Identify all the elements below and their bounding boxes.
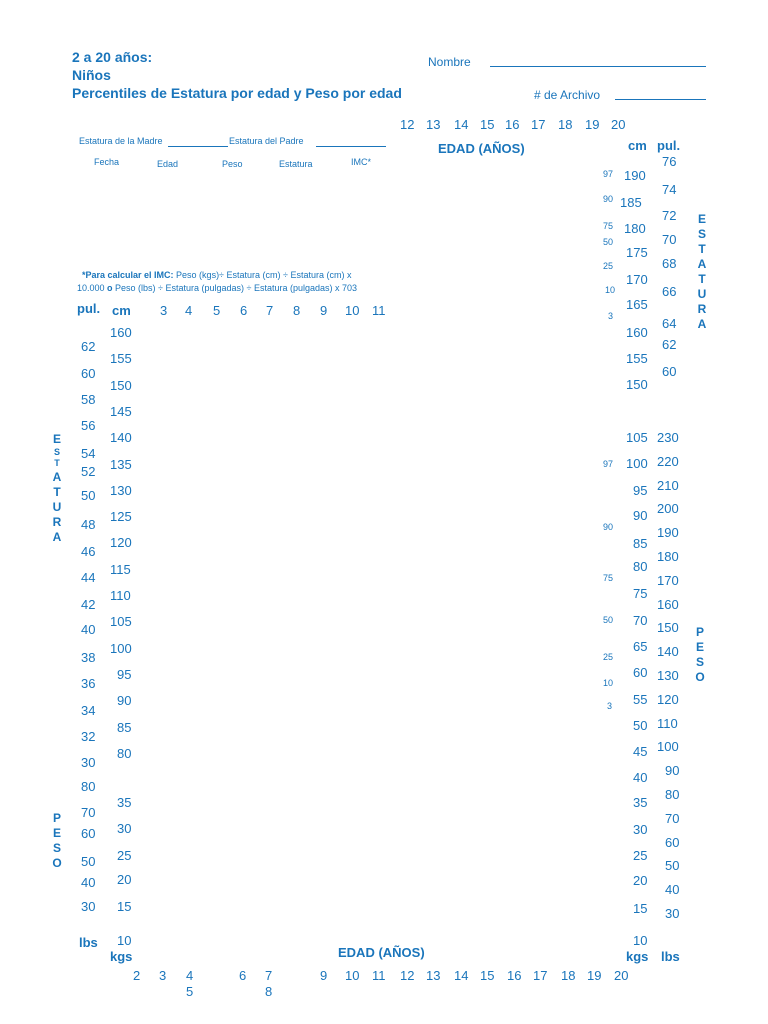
age-tick-label: 7 xyxy=(265,968,273,983)
lb-tick-label: 100 xyxy=(657,739,679,754)
lb-tick-label: 60 xyxy=(665,835,680,850)
kg-tick-label: 95 xyxy=(633,483,648,498)
cm-tick-label: 145 xyxy=(110,404,132,419)
kg-tick-label: 40 xyxy=(633,770,648,785)
age-tick-label: 20 xyxy=(611,117,626,132)
lb-tick-label: 30 xyxy=(81,899,96,914)
age-tick-label: 16 xyxy=(507,968,522,983)
lb-tick-label: 120 xyxy=(657,692,679,707)
pul-tick-label: 76 xyxy=(662,154,677,169)
pul-tick-label: 50 xyxy=(81,488,96,503)
left-kgs-label: kgs xyxy=(110,949,133,964)
stature-percentile-label: 3 xyxy=(608,311,614,321)
age-tick-label: 9 xyxy=(320,303,328,318)
cm-tick-label: 95 xyxy=(117,667,132,682)
age-tick-label: 4 xyxy=(185,303,193,318)
cm-tick-label: 160 xyxy=(110,325,132,340)
right-estatura-word: E S T A T U R A xyxy=(697,212,707,331)
lb-tick-label: 140 xyxy=(657,644,679,659)
age-tick-label: 18 xyxy=(561,968,576,983)
kg-tick-label: 65 xyxy=(633,639,648,654)
kg-tick-label: 35 xyxy=(117,795,132,810)
imc-note-line2: 10.000 o Peso (lbs) ÷ Estatura (pulgadas) ÷ Estatura (pulgadas) x 703 xyxy=(77,283,358,293)
cm-tick-label: 90 xyxy=(117,693,132,708)
lb-tick-label: 180 xyxy=(657,549,679,564)
cm-tick-label: 190 xyxy=(624,168,646,183)
kg-tick-label: 60 xyxy=(633,665,648,680)
age-tick-label: 2 xyxy=(133,968,141,983)
pul-tick-label: 32 xyxy=(81,729,96,744)
pul-tick-label: 36 xyxy=(81,676,96,691)
lb-tick-label: 200 xyxy=(657,501,679,516)
cm-tick-label: 115 xyxy=(110,562,131,577)
age-tick-label: 13 xyxy=(426,117,441,132)
pul-tick-label: 38 xyxy=(81,650,96,665)
age-tick-label: 5 xyxy=(186,984,194,999)
cm-tick-label: 130 xyxy=(110,483,132,498)
cm-tick-label: 170 xyxy=(626,272,648,287)
pul-tick-label: 68 xyxy=(662,256,677,271)
weight-percentile-label: 3 xyxy=(607,701,613,711)
age-tick-label: 15 xyxy=(480,117,495,132)
kg-tick-label: 80 xyxy=(633,559,648,574)
age-tick-label: 14 xyxy=(454,968,469,983)
lb-tick-label: 30 xyxy=(665,906,680,921)
kg-tick-label: 10 xyxy=(633,933,648,948)
lb-tick-label: 170 xyxy=(657,573,679,588)
stature-percentile-label: 75 xyxy=(603,221,614,231)
col-edad: Edad xyxy=(157,159,179,169)
weight-percentile-label: 75 xyxy=(603,573,614,583)
cm-tick-label: 140 xyxy=(110,430,132,445)
age-tick-label: 3 xyxy=(160,303,168,318)
stature-percentile-label: 25 xyxy=(603,261,614,271)
lb-tick-label: 90 xyxy=(665,763,680,778)
pul-tick-label: 42 xyxy=(81,597,96,612)
nombre-field[interactable] xyxy=(490,66,706,67)
cm-tick-label: 125 xyxy=(110,509,132,524)
cm-tick-label: 105 xyxy=(110,614,132,629)
col-peso: Peso xyxy=(222,159,243,169)
pul-tick-label: 60 xyxy=(662,364,677,379)
left-pul-label: pul. xyxy=(77,301,101,316)
age-tick-label: 10 xyxy=(345,968,360,983)
weight-percentile-label: 90 xyxy=(603,522,614,532)
kg-tick-label: 15 xyxy=(633,901,648,916)
lb-tick-label: 70 xyxy=(665,811,680,826)
lb-tick-label: 110 xyxy=(657,716,678,731)
padre-field[interactable] xyxy=(316,146,386,147)
weight-percentile-label: 10 xyxy=(603,678,614,688)
lb-tick-label: 160 xyxy=(657,597,679,612)
edad-bottom-label: EDAD (AÑOS) xyxy=(338,945,425,960)
kg-tick-label: 70 xyxy=(633,613,648,628)
stature-percentile-label: 10 xyxy=(605,285,616,295)
lb-tick-label: 50 xyxy=(665,858,680,873)
pul-tick-label: 30 xyxy=(81,755,96,770)
right-cm-label: cm xyxy=(628,138,647,153)
pul-tick-label: 60 xyxy=(81,366,96,381)
weight-percentile-label: 97 xyxy=(603,459,614,469)
weight-percentile-label: 25 xyxy=(603,652,614,662)
cm-tick-label: 135 xyxy=(110,457,132,472)
left-estatura-word: E S T A T U R A xyxy=(52,432,62,544)
title-age-range: 2 a 20 años: xyxy=(72,49,153,65)
cm-tick-label: 175 xyxy=(626,245,648,260)
age-tick-label: 16 xyxy=(505,117,520,132)
lb-tick-label: 220 xyxy=(657,454,679,469)
lb-tick-label: 70 xyxy=(81,805,96,820)
kg-tick-label: 55 xyxy=(633,692,648,707)
kg-tick-label: 15 xyxy=(117,899,132,914)
pul-tick-label: 34 xyxy=(81,703,96,718)
age-tick-label: 8 xyxy=(265,984,273,999)
edad-top-label: EDAD (AÑOS) xyxy=(438,141,525,156)
pul-tick-label: 72 xyxy=(662,208,677,223)
lb-tick-label: 50 xyxy=(81,854,96,869)
kg-tick-label: 50 xyxy=(633,718,648,733)
right-pul-label: pul. xyxy=(657,138,681,153)
age-tick-label: 19 xyxy=(585,117,600,132)
cm-tick-label: 160 xyxy=(626,325,648,340)
pul-tick-label: 64 xyxy=(662,316,677,331)
cm-tick-label: 155 xyxy=(110,351,132,366)
age-tick-label: 11 xyxy=(372,968,386,983)
kg-tick-label: 45 xyxy=(633,744,648,759)
age-tick-label: 13 xyxy=(426,968,441,983)
madre-field[interactable] xyxy=(168,146,228,147)
pul-tick-label: 62 xyxy=(81,339,96,354)
kg-tick-label: 75 xyxy=(633,586,648,601)
age-tick-label: 15 xyxy=(480,968,495,983)
age-tick-label: 8 xyxy=(293,303,301,318)
col-imc: IMC* xyxy=(351,157,371,167)
lb-tick-label: 190 xyxy=(657,525,679,540)
kg-tick-label: 25 xyxy=(633,848,648,863)
kg-tick-label: 20 xyxy=(117,872,132,887)
kg-tick-label: 105 xyxy=(626,430,648,445)
age-tick-label: 6 xyxy=(240,303,248,318)
pul-tick-label: 56 xyxy=(81,418,96,433)
age-tick-label: 6 xyxy=(239,968,247,983)
left-cm-label: cm xyxy=(112,303,131,318)
left-peso-word: P E S O xyxy=(52,811,62,870)
cm-tick-label: 100 xyxy=(110,641,132,656)
madre-label: Estatura de la Madre xyxy=(79,136,163,146)
pul-tick-label: 66 xyxy=(662,284,677,299)
age-tick-label: 3 xyxy=(159,968,167,983)
pul-tick-label: 44 xyxy=(81,570,96,585)
lb-tick-label: 230 xyxy=(657,430,679,445)
pul-tick-label: 74 xyxy=(662,182,677,197)
cm-tick-label: 155 xyxy=(626,351,648,366)
pul-tick-label: 52 xyxy=(81,464,96,479)
age-tick-label: 12 xyxy=(400,117,415,132)
pul-tick-label: 46 xyxy=(81,544,96,559)
cm-tick-label: 150 xyxy=(110,378,132,393)
cm-tick-label: 150 xyxy=(626,377,648,392)
kg-tick-label: 90 xyxy=(633,508,648,523)
age-tick-label: 18 xyxy=(558,117,573,132)
kg-tick-label: 10 xyxy=(117,933,132,948)
age-tick-label: 9 xyxy=(320,968,328,983)
right-peso-word: P E S O xyxy=(695,625,705,684)
stature-percentile-label: 50 xyxy=(603,237,614,247)
age-tick-label: 20 xyxy=(614,968,629,983)
kg-tick-label: 35 xyxy=(633,795,648,810)
age-tick-label: 12 xyxy=(400,968,415,983)
cm-tick-label: 110 xyxy=(110,588,131,603)
lb-tick-label: 210 xyxy=(657,478,679,493)
pul-tick-label: 62 xyxy=(662,337,677,352)
lb-tick-label: 130 xyxy=(657,668,679,683)
age-tick-label: 4 xyxy=(186,968,194,983)
kg-tick-label: 20 xyxy=(633,873,648,888)
age-tick-label: 11 xyxy=(372,303,386,318)
age-tick-label: 19 xyxy=(587,968,602,983)
age-tick-label: 10 xyxy=(345,303,360,318)
right-lbs-label: lbs xyxy=(661,949,680,964)
lb-tick-label: 80 xyxy=(81,779,96,794)
weight-percentile-label: 50 xyxy=(603,615,614,625)
pul-tick-label: 70 xyxy=(662,232,677,247)
cm-tick-label: 120 xyxy=(110,535,132,550)
pul-tick-label: 54 xyxy=(81,446,96,461)
age-tick-label: 14 xyxy=(454,117,469,132)
right-kgs-label: kgs xyxy=(626,949,649,964)
lb-tick-label: 60 xyxy=(81,826,96,841)
lb-tick-label: 40 xyxy=(665,882,680,897)
cm-tick-label: 185 xyxy=(620,195,642,210)
cm-tick-label: 85 xyxy=(117,720,132,735)
col-fecha: Fecha xyxy=(94,157,120,167)
imc-note-line1: *Para calcular el IMC: Peso (kgs)÷ Estatura (cm) ÷ Estatura (cm) x xyxy=(82,270,352,280)
age-tick-label: 5 xyxy=(213,303,221,318)
cm-tick-label: 165 xyxy=(626,297,648,312)
stature-percentile-label: 90 xyxy=(603,194,614,204)
lb-tick-label: 150 xyxy=(657,620,679,635)
age-tick-label: 7 xyxy=(266,303,274,318)
pul-tick-label: 58 xyxy=(81,392,96,407)
archivo-field[interactable] xyxy=(615,99,706,100)
kg-tick-label: 30 xyxy=(633,822,648,837)
col-estatura: Estatura xyxy=(279,159,313,169)
archivo-label: # de Archivo xyxy=(534,88,601,102)
pul-tick-label: 48 xyxy=(81,517,96,532)
cm-tick-label: 80 xyxy=(117,746,132,761)
age-tick-label: 17 xyxy=(533,968,548,983)
lb-tick-label: 80 xyxy=(665,787,680,802)
page-title: Percentiles de Estatura por edad y Peso por edad xyxy=(72,85,402,101)
padre-label: Estatura del Padre xyxy=(229,136,304,146)
kg-tick-label: 85 xyxy=(633,536,648,551)
age-tick-label: 17 xyxy=(531,117,546,132)
title-sex: Niños xyxy=(72,67,111,83)
stature-percentile-label: 97 xyxy=(603,169,614,179)
nombre-label: Nombre xyxy=(428,55,471,69)
lb-tick-label: 40 xyxy=(81,875,96,890)
pul-tick-label: 40 xyxy=(81,622,96,637)
left-lbs-label: lbs xyxy=(79,935,98,950)
kg-tick-label: 30 xyxy=(117,821,132,836)
kg-tick-label: 25 xyxy=(117,848,132,863)
kg-tick-label: 100 xyxy=(626,456,648,471)
cm-tick-label: 180 xyxy=(624,221,646,236)
